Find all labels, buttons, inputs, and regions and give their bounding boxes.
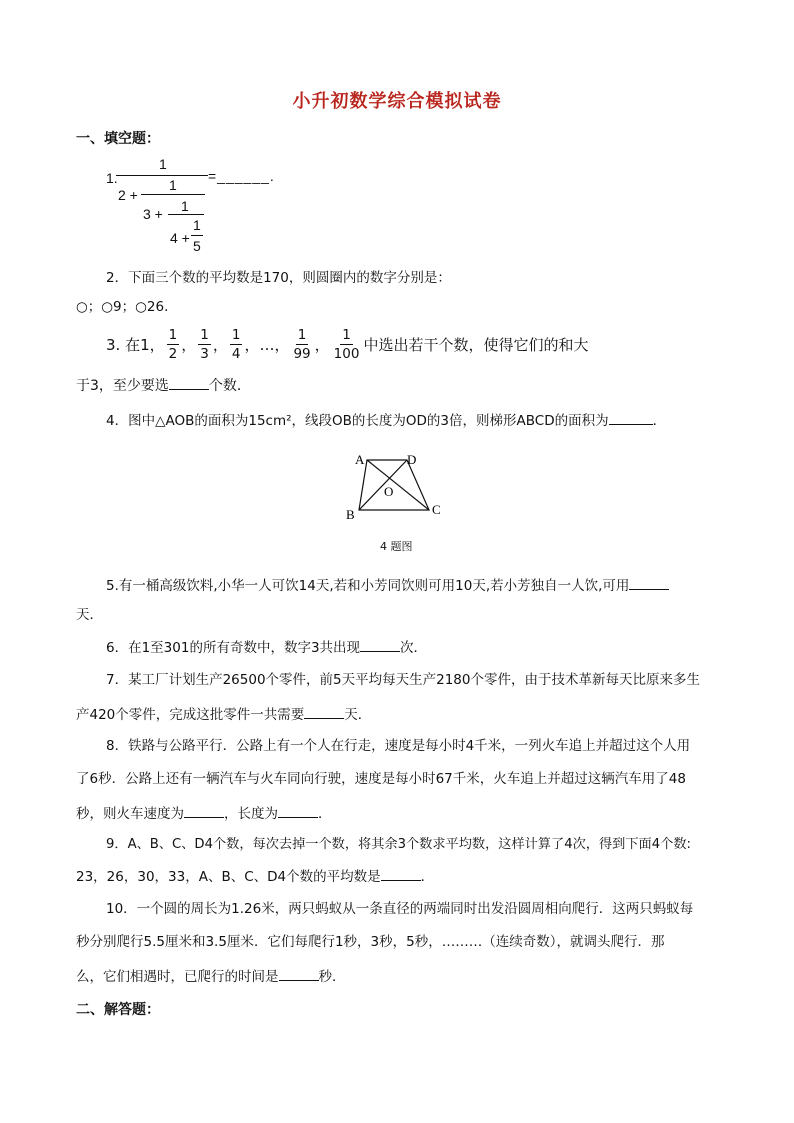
figure-caption: 4 题图 bbox=[380, 540, 413, 553]
q1-fraction-bar-4 bbox=[191, 235, 203, 236]
q8-line3-a: 秒，则火车速度为 bbox=[76, 806, 184, 822]
q1-numerator-1: 1 bbox=[159, 156, 167, 172]
q7-answer-blank bbox=[304, 704, 344, 719]
q3-comma-2: ， bbox=[212, 335, 228, 354]
q3-frac-num: 1 bbox=[168, 327, 178, 343]
question-10-line-2: 秒分别爬行5.5厘米和3.5厘米．它们每爬行1秒，3秒，5秒，………（连续奇数），就调头爬行．那 bbox=[76, 934, 665, 950]
q3-frac-num: 1 bbox=[200, 327, 209, 343]
q3-fraction-100 bbox=[332, 327, 362, 362]
q4-answer-blank bbox=[609, 410, 653, 425]
diagonal-ac bbox=[367, 460, 429, 510]
q7-line2-a: 产420个零件，完成这批零件一共需要 bbox=[76, 707, 305, 723]
question-5-line-2: 天． bbox=[76, 607, 103, 623]
question-3-line-2 bbox=[76, 375, 251, 395]
q10-line3-b: 秒． bbox=[318, 969, 346, 985]
q1-fraction-bar-1 bbox=[116, 175, 208, 176]
label-d: D bbox=[407, 452, 417, 467]
q3-line2-a: 于3，至少要选 bbox=[76, 378, 169, 394]
q3-ellipsis: ，…， bbox=[244, 335, 290, 354]
q1-denominator-5: 5 bbox=[193, 238, 201, 254]
question-7-line-2 bbox=[76, 704, 371, 724]
section-heading-answers: 二、解答题： bbox=[76, 1002, 160, 1018]
page-title: 小升初数学综合模拟试卷 bbox=[292, 91, 502, 112]
trapezoid-abcd bbox=[359, 460, 429, 510]
question-2-line-1: 2．下面三个数的平均数是170，则圆圈内的数字分别是： bbox=[106, 270, 451, 286]
q9-answer-blank bbox=[381, 866, 421, 881]
q6-text-b: 次． bbox=[400, 640, 428, 656]
question-8-line-2: 了6秒．公路上还有一辆汽车与火车同向行驶，速度是每小时67千米，火车追上并超过这辆汽车用了48 bbox=[76, 771, 686, 787]
q3-frac-den: 3 bbox=[200, 346, 209, 362]
q3-frac-den: 2 bbox=[168, 346, 178, 362]
q1-fraction-bar-2 bbox=[141, 194, 205, 195]
q5-answer-blank bbox=[629, 575, 669, 590]
question-3-line-1 bbox=[106, 327, 588, 362]
q6-text-a: 6．在1至301的所有奇数中，数字3共出现 bbox=[106, 640, 361, 656]
question-10-line-1: 10．一个圆的周长为1.26米，两只蚂蚁从一条直径的两端同时出发沿圆周相向爬行．这两只蚂蚁每 bbox=[106, 901, 694, 917]
q1-fraction-bar-3 bbox=[168, 214, 204, 215]
q8-line3-c: ． bbox=[318, 806, 332, 822]
q3-frac-den: 99 bbox=[293, 346, 311, 362]
q3-line2-b: 个数． bbox=[208, 378, 251, 394]
q1-answer-blank: =______. bbox=[208, 168, 275, 184]
q3-comma-1: ， bbox=[181, 335, 197, 354]
q1-numerator-3: 1 bbox=[181, 198, 189, 214]
question-8-line-3 bbox=[76, 803, 332, 823]
label-a: A bbox=[355, 452, 365, 467]
q1-numerator-2: 1 bbox=[169, 177, 177, 193]
q10-line3-a: 么，它们相遇时，已爬行的时间是 bbox=[76, 969, 279, 985]
q3-fraction-99 bbox=[291, 327, 312, 362]
q3-fraction-quarter bbox=[230, 327, 243, 362]
question-8-line-1: 8．铁路与公路平行．公路上有一个人在行走，速度是每小时4千米，一列火车追上并超过这个人用 bbox=[106, 738, 691, 754]
trapezoid-figure bbox=[340, 448, 450, 523]
label-c: C bbox=[432, 502, 441, 517]
question-6 bbox=[106, 637, 427, 657]
q3-fraction-half bbox=[167, 327, 180, 362]
q3-answer-blank bbox=[169, 375, 209, 390]
question-9-line-1: 9．A、B、C、D4个数，每次去掉一个数，将其余3个数求平均数，这样计算了4次，得到下面4个数: bbox=[106, 837, 691, 852]
label-o: O bbox=[384, 484, 394, 499]
q3-tail: 中选出若干个数，使得它们的和大 bbox=[363, 335, 589, 354]
question-4-text bbox=[106, 410, 666, 430]
q3-comma-3: ， bbox=[314, 335, 330, 354]
q9-line2-b: ． bbox=[420, 869, 435, 885]
q8-length-blank bbox=[278, 803, 318, 818]
q3-fraction-third bbox=[198, 327, 211, 362]
q8-speed-blank bbox=[184, 803, 224, 818]
q3-start: 3. 在1， bbox=[106, 335, 165, 354]
q1-number: 1. bbox=[106, 170, 118, 186]
question-5-line-1 bbox=[106, 575, 669, 595]
q3-frac-num: 1 bbox=[342, 327, 351, 343]
question-1 bbox=[106, 156, 306, 256]
q3-frac-den: 100 bbox=[333, 346, 360, 362]
q5-line1: 5.有一桶高级饮料,小华一人可饮14天,若和小芳同饮则可用10天,若小芳独自一人饮,可用 bbox=[106, 578, 630, 594]
question-7-line-1: 7．某工厂计划生产26500个零件，前5天平均每天生产2180个零件，由于技术革新每天比原来多生 bbox=[106, 672, 700, 688]
q1-four-plus: 4 + bbox=[170, 230, 190, 246]
q8-line3-b: ，长度为 bbox=[224, 806, 278, 822]
q3-frac-num: 1 bbox=[231, 327, 241, 343]
q7-line2-b: 天． bbox=[344, 707, 372, 723]
question-2-line-2: ○；○9；○26． bbox=[76, 299, 178, 315]
q10-answer-blank bbox=[279, 966, 319, 981]
question-9-line-2 bbox=[76, 866, 434, 886]
label-b: B bbox=[346, 507, 355, 522]
q6-answer-blank bbox=[360, 637, 400, 652]
q3-frac-den: 4 bbox=[231, 346, 241, 362]
q3-frac-num: 1 bbox=[297, 327, 307, 343]
q9-line2-a: 23，26，30，33，A、B、C、D4个数的平均数是 bbox=[76, 869, 381, 885]
q4-text-b: ． bbox=[652, 413, 667, 429]
question-10-line-3 bbox=[76, 966, 346, 986]
q4-text-a: 4．图中△AOB的面积为15cm²，线段OB的长度为OD的3倍，则梯形ABCD的面积为 bbox=[106, 413, 609, 429]
q1-two-plus: 2 + bbox=[118, 187, 138, 203]
q1-three-plus: 3 + bbox=[143, 206, 163, 222]
q1-numerator-4: 1 bbox=[193, 217, 201, 233]
section-heading-fill-in: 一、填空题： bbox=[76, 131, 160, 147]
